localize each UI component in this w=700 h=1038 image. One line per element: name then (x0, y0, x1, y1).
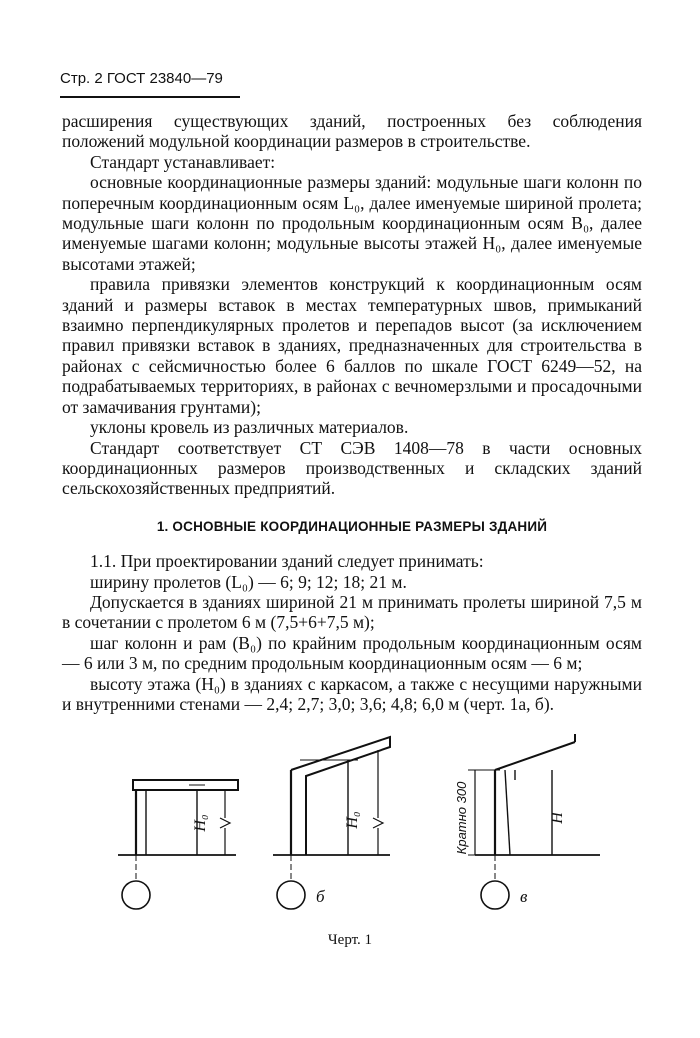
section-title: 1. ОСНОВНЫЕ КООРДИНАЦИОННЫЕ РАЗМЕРЫ ЗДАНИЙ (156, 518, 548, 534)
frame-diagram-a (118, 780, 238, 909)
axis-marker (277, 881, 305, 909)
paragraph: шаг колонн и рам (B₀) по крайним продольным координационным осям — 6 или 3 м, по средним продольным координационным осям — 6 м; (62, 632, 642, 674)
paragraph: 1.1. При проектировании зданий следует принимать: (90, 551, 484, 572)
column-inner (505, 770, 510, 855)
multiple-note: Кратно 300 (454, 781, 469, 855)
height-label-a: H₀ (192, 814, 209, 832)
paragraph: правила привязки элементов конструкций к координационным осям зданий и размеры вставок в местах температурных швов, примыканий взаимно перпендикулярных пролетов и перепадов высот (за исключением правил привязки вставок в зданиях, предназначенных для строительства в районах с сейсмичностью более 6 баллов по шкале ГОСТ 6249—52, на подрабатываемых территориях, в районах с вечномерзлыми и просадочными от замачивания грунтами); (62, 274, 642, 417)
header-rule (60, 96, 240, 98)
axis-marker (481, 881, 509, 909)
paragraph: Допускается в зданиях шириной 21 м принимать пролеты шириной 7,5 м в сочетании с пролетом 6 м (7,5+6+7,5 м); (62, 591, 642, 633)
roof-slope (495, 742, 575, 770)
height-label-b: H₀ (344, 811, 361, 829)
page-header (60, 70, 240, 87)
paragraph: расширения существующих зданий, построенных без соблюдения положений модульной координации размеров в строительстве. (62, 111, 642, 152)
paragraph: Стандарт устанавливает: (90, 151, 276, 172)
paragraph: ширину пролетов (L₀) — 6; 9; 12; 18; 21 м. (90, 571, 407, 592)
break-mark (220, 818, 230, 828)
figure-caption: Черт. 1 (327, 932, 373, 948)
figure-drawing (0, 730, 700, 960)
roof-slab (133, 780, 238, 790)
pitched-roof (291, 737, 390, 855)
height-label-v: H (549, 812, 566, 824)
paragraph: уклоны кровель из различных материалов. (90, 417, 409, 438)
frame-diagram-b (273, 737, 390, 909)
frame-diagram-v (454, 734, 600, 909)
paragraph: Стандарт соответствует СТ СЭВ 1408—78 в части основных координационных размеров производственных и складских зданий сельскохозяйственных предприятий. (62, 437, 642, 499)
body-text (62, 111, 642, 714)
diagram-letter-b: б (316, 887, 325, 906)
break-mark (373, 818, 383, 828)
axis-marker (122, 881, 150, 909)
paragraph: основные координационные размеры зданий: модульные шаги колонн по поперечным координационным осям L₀, далее именуемые шириной пролета; модульные шаги колонн по продольным координационным осям B₀, далее именуемые шагами колонн; модульные высоты этажей H₀, далее именуемые высотами этажей; (62, 172, 642, 274)
page-reference: Стр. 2 ГОСТ 23840—79 (60, 70, 223, 87)
diagram-letter-v: в (520, 887, 528, 906)
paragraph: высоту этажа (H₀) в зданиях с каркасом, а также с несущими наружными и внутренними стенами — 2,4; 2,7; 3,0; 3,6; 4,8; 6,0 м (черт. 1а, б). (62, 673, 642, 714)
